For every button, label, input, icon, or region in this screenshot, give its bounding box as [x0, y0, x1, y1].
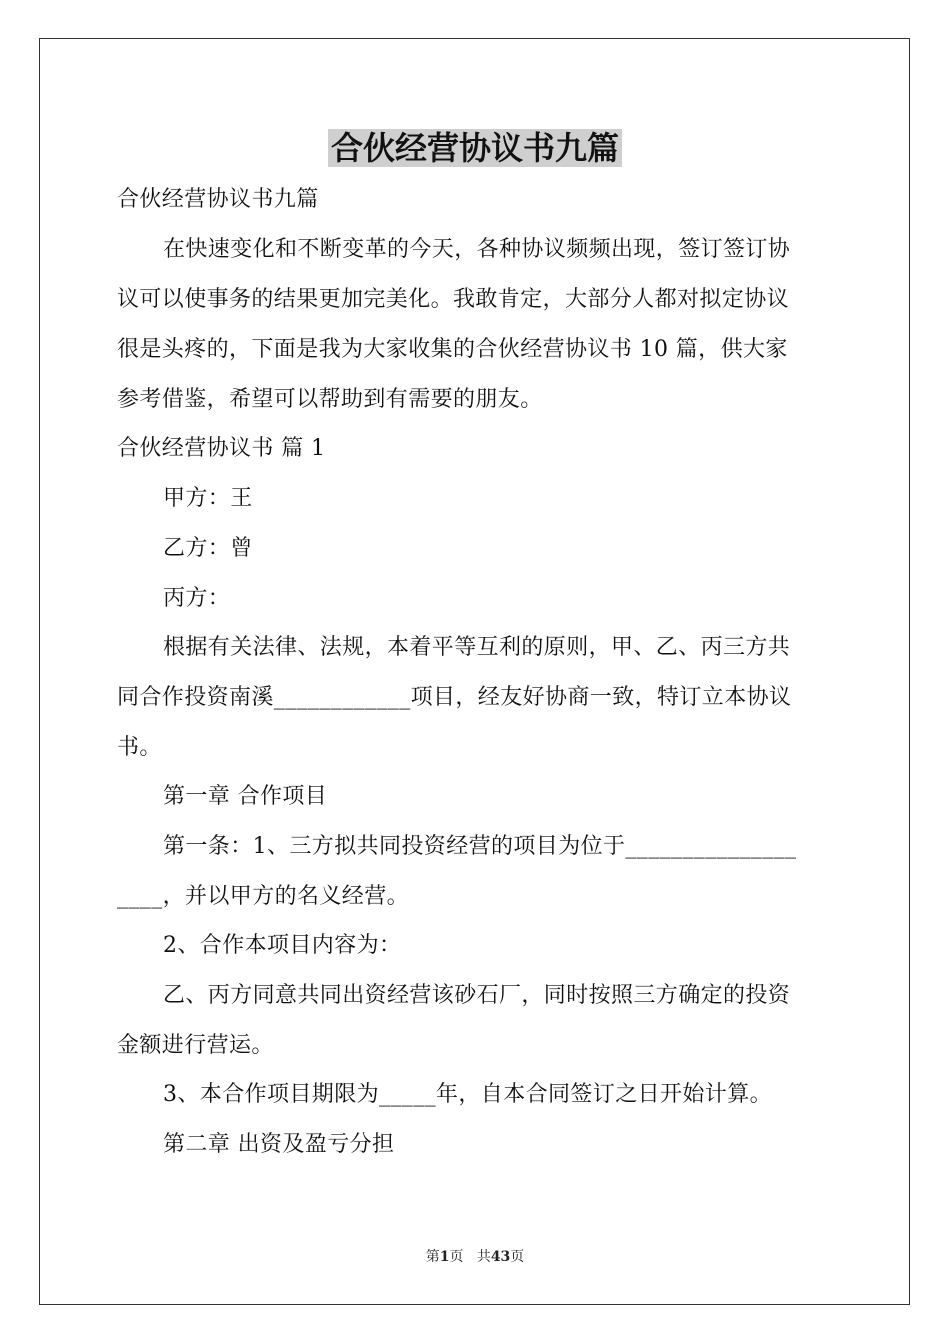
chapter-heading: 第二章 出资及盈亏分担	[163, 1132, 395, 1157]
section-heading: 合伙经营协议书 篇 1	[117, 436, 326, 461]
footer-total-prefix: 共	[476, 1249, 491, 1265]
paragraph-line: 很是头疼的，下面是我为大家收集的合伙经营协议书 10 篇，供大家	[117, 337, 788, 362]
paragraph-line: 议可以使事务的结果更加完美化。我敢肯定，大部分人都对拟定协议	[117, 287, 790, 312]
document-title	[0, 126, 950, 170]
party-c-line: 丙方：	[163, 586, 231, 611]
party-a-line: 甲方：王	[163, 486, 253, 511]
page-border	[39, 38, 910, 1305]
paragraph-line: 3、本合作项目期限为_____年，自本合同签订之日开始计算。	[163, 1082, 772, 1107]
footer-page-number: 1	[439, 1249, 450, 1265]
paragraph-line: 2、合作本项目内容为：	[163, 933, 402, 958]
chapter-heading: 第一章 合作项目	[163, 784, 328, 809]
footer-total-suffix: 页	[510, 1249, 525, 1265]
footer-page-prefix: 第	[425, 1249, 440, 1265]
party-b-line: 乙方：曾	[163, 536, 253, 561]
footer-page-suffix: 页	[449, 1249, 464, 1265]
paragraph-line: 根据有关法律、法规，本着平等互利的原则，甲、乙、丙三方共	[163, 635, 791, 660]
paragraph-line: 乙、丙方同意共同出资经营该砂石厂，同时按照三方确定的投资	[163, 983, 791, 1008]
page-footer	[0, 1248, 950, 1266]
paragraph-line: 第一条：1、三方拟共同投资经营的项目为位于_______________	[163, 834, 797, 859]
paragraph-line: 金额进行营运。	[117, 1033, 274, 1058]
paragraph-line: 书。	[117, 735, 162, 760]
paragraph-line: 参考借鉴，希望可以帮助到有需要的朋友。	[117, 387, 543, 412]
footer-total-pages: 43	[490, 1249, 511, 1265]
paragraph-line: ____，并以甲方的名义经营。	[117, 884, 410, 909]
doc-subtitle: 合伙经营协议书九篇	[117, 187, 319, 212]
document-title-text: 合伙经营协议书九篇	[328, 129, 622, 167]
paragraph-line: 在快速变化和不断变革的今天，各种协议频频出现，签订签订协	[163, 237, 791, 262]
paragraph-line: 同合作投资南溪____________项目，经友好协商一致，特订立本协议	[117, 685, 792, 710]
